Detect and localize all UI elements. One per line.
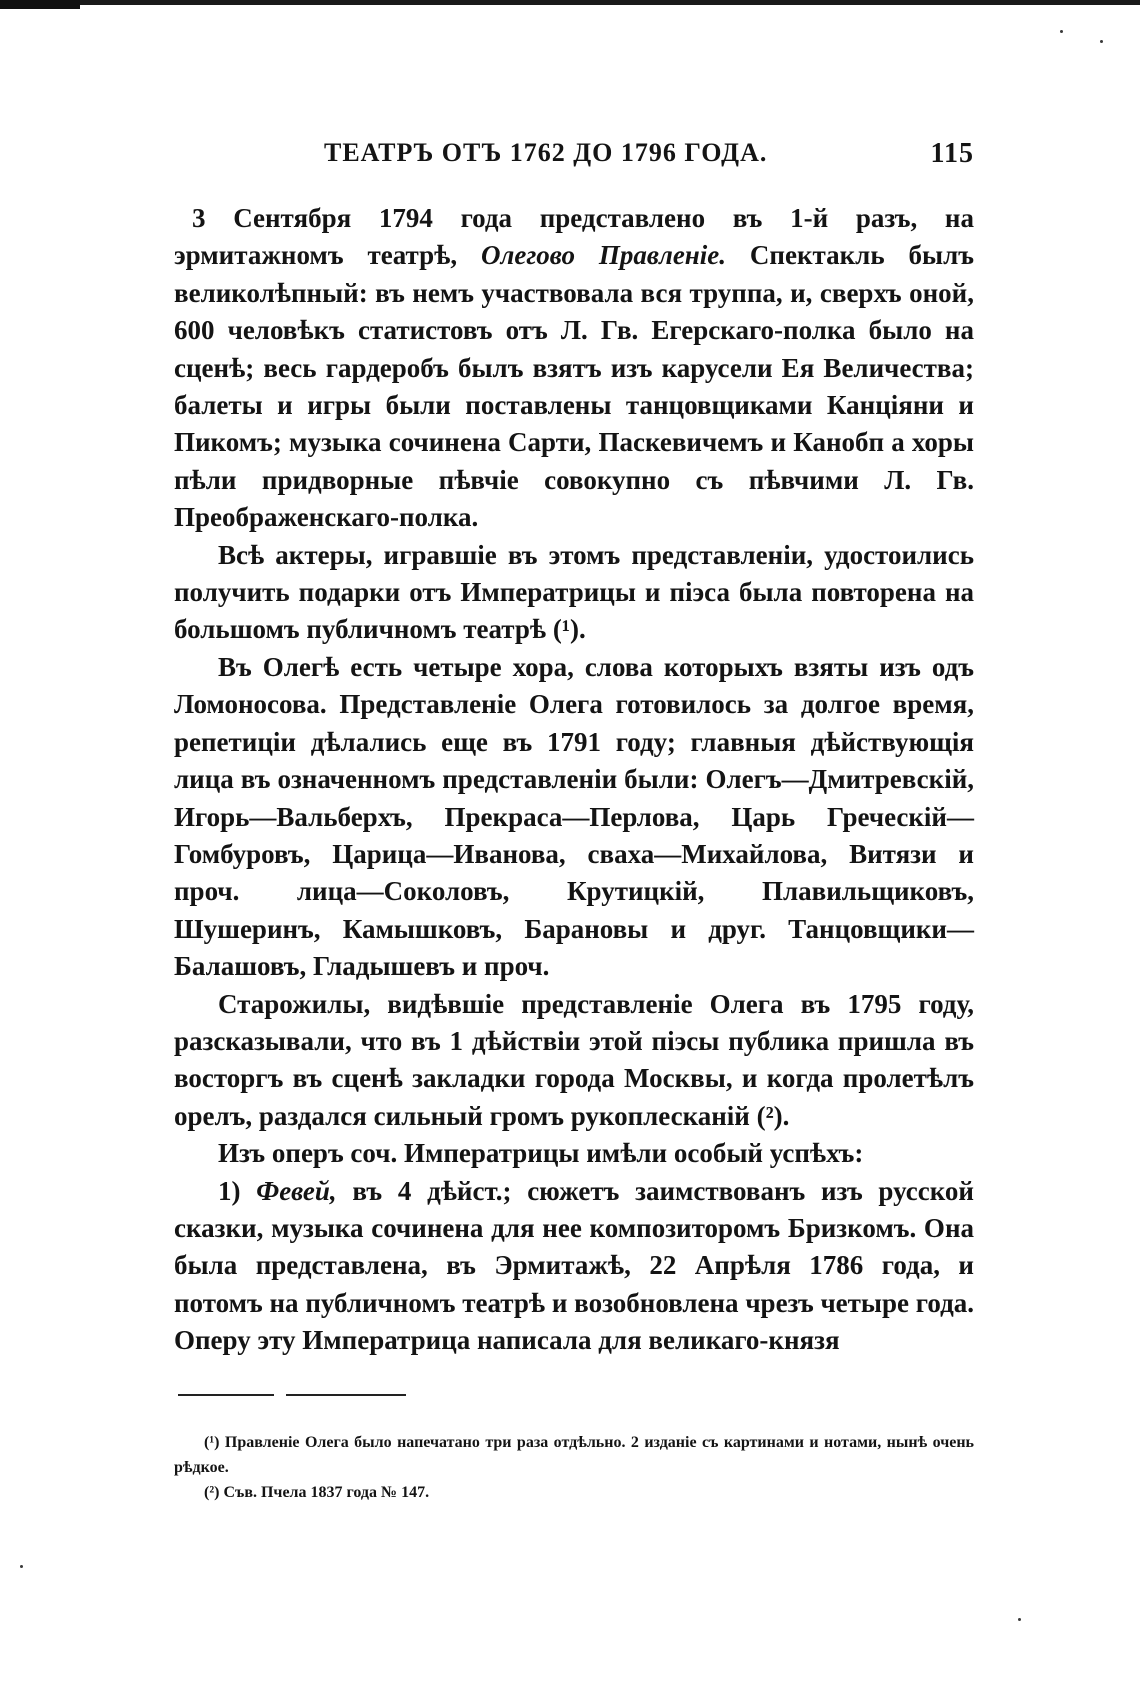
paragraph [174, 1173, 974, 1360]
footnote-rule-segment [178, 1394, 274, 1396]
paragraph [174, 1135, 974, 1172]
scan-top-edge-corner [0, 0, 80, 9]
paragraph [174, 537, 974, 649]
paragraph-text: Изъ оперъ соч. Императрицы имѣли особый успѣхъ: [218, 1138, 864, 1169]
page-number: 115 [930, 138, 974, 169]
body-text [174, 200, 974, 1360]
footnote-separator [174, 1386, 974, 1406]
paragraph [174, 649, 974, 986]
running-header [174, 138, 974, 172]
footnotes [174, 1430, 974, 1505]
footnote-rule-segment [286, 1394, 406, 1396]
scan-speck [1018, 1618, 1021, 1621]
paragraph-text: Всѣ актеры, игравшіе въ этомъ представленіи, удостоились получить подарки отъ Императрицы и піэса была повторена на большомъ публичномъ театрѣ (¹). [174, 539, 974, 645]
scan-speck [1100, 40, 1103, 43]
book-page [174, 138, 974, 1505]
paragraph-text: 1) [218, 1175, 257, 1206]
paragraph [174, 200, 974, 537]
opera-title: Февей, [256, 1175, 337, 1206]
paragraph [174, 986, 974, 1136]
running-title: ТЕАТРЪ ОТЪ 1762 ДО 1796 ГОДА. [324, 138, 768, 167]
paragraph-text: Старожилы, видѣвшіе представленіе Олега въ 1795 году, разсказывали, что въ 1 дѣйствіи этой піэсы публика пришла въ восторгъ въ сценѣ закладки города Москвы, и когда пролетѣлъ орелъ, раздался сильный громъ рукоплесканій (²). [174, 988, 974, 1131]
scan-speck [1060, 30, 1063, 33]
paragraph-text: Спектакль былъ великолѣпный: въ немъ участвовала вся труппа, и, сверхъ оной, 600 человѣкъ статистовъ отъ Л. Гв. Егерскаго-полка было на сценѣ; весь гардеробъ былъ взятъ изъ карусели Ея Величества; балеты и игры были поставлены танцовщиками Канціяни и Пикомъ; музыка сочинена Сарти, Паскевичемъ и Канобп а хоры пѣли придворные пѣвчіе совокупно съ пѣвчими Л. Гв. Преображенскаго-полка. [174, 240, 974, 533]
paragraph-text: Въ Олегѣ есть четыре хора, слова которыхъ взяты изъ одъ Ломоносова. Представленіе Олега готовилось за долгое время, репетиціи дѣлались еще въ 1791 году; главныя дѣйствующія лица въ означенномъ представленіи были: Олегъ—Дмитревскій, Игорь—Вальберхъ, Прекраса—Перлова, Царь Греческій—Гомбуровъ, Царица—Иванова, сваха—Михайлова, Витязи и проч. лица—Соколовъ, Крутицкій, Плавильщиковъ, Шушеринъ, Камышковъ, Барановы и друг. Танцовщики—Балашовъ, Гладышевъ и проч. [174, 651, 974, 982]
play-title: Олегово Правленіе. [480, 240, 727, 271]
footnote: (²) Съв. Пчела 1837 года № 147. [204, 1483, 430, 1501]
scan-speck [20, 1565, 23, 1568]
paragraph-text: въ 4 дѣйст.; сюжетъ заимствованъ изъ русской сказки, музыка сочинена для нее композиторомъ Бризкомъ. Она была представлена, въ Эрмитажѣ, 22 Апрѣля 1786 года, и потомъ на публичномъ театрѣ и возобновлена чрезъ четыре года. Оперу эту Императрица написала для великаго-князя [174, 1175, 974, 1356]
scan-top-edge [0, 0, 1140, 5]
footnote: (¹) Правленіе Олега было напечатано три раза отдѣльно. 2 изданіе съ картинами и нотами, нынѣ очень рѣдкое. [174, 1433, 974, 1476]
paragraph-text: 3 Сентября 1794 года представлено въ 1-й разъ, на эрмитажномъ театрѣ, [174, 203, 974, 271]
